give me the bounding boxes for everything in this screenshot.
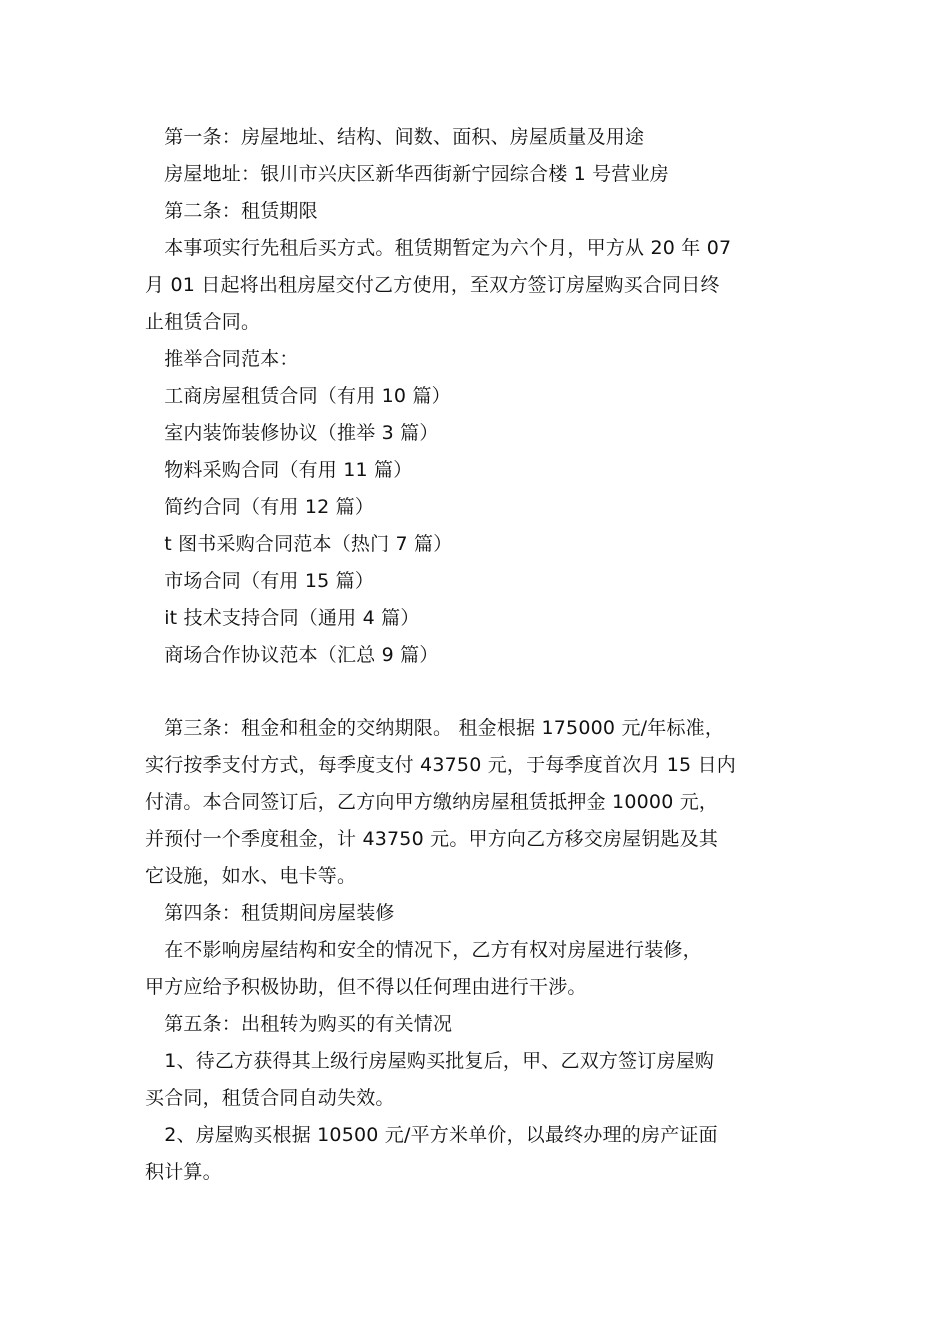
paragraph-line: 2、房屋购买根据 10500 元/平方米单价，以最终办理的房产证面 <box>145 1124 718 1146</box>
paragraph-line: 在不影响房屋结构和安全的情况下，乙方有权对房屋进行装修， <box>145 939 702 961</box>
recommended-item: 市场合同（有用 15 篇） <box>145 570 375 592</box>
paragraph-line: 1、待乙方获得其上级行房屋购买批复后，甲、乙双方签订房屋购 <box>145 1050 715 1072</box>
recommended-item: 物料采购合同（有用 11 篇） <box>145 459 413 481</box>
paragraph-line: 它设施，如水、电卡等。 <box>145 865 357 887</box>
recommended-item: t 图书采购合同范本（热门 7 篇） <box>145 533 453 555</box>
article-3-line: 第三条：租金和租金的交纳期限。 租金根据 175000 元/年标准， <box>145 717 725 739</box>
address-line: 房屋地址：银川市兴庆区新华西街新宁园综合楼 1 号营业房 <box>145 163 669 185</box>
recommended-item: 工商房屋租赁合同（有用 10 篇） <box>145 385 451 407</box>
paragraph-line: 买合同，租赁合同自动失效。 <box>145 1087 395 1109</box>
recommended-item: 简约合同（有用 12 篇） <box>145 496 375 518</box>
article-4-heading: 第四条：租赁期间房屋装修 <box>145 902 395 924</box>
paragraph-line: 实行按季支付方式，每季度支付 43750 元，于每季度首次月 15 日内 <box>145 754 736 776</box>
paragraph-line: 月 01 日起将出租房屋交付乙方使用，至双方签订房屋购买合同日终 <box>145 274 720 296</box>
paragraph-line: 本事项实行先租后买方式。租赁期暂定为六个月，甲方从 20 年 07 <box>145 237 732 259</box>
paragraph-line: 积计算。 <box>145 1161 222 1183</box>
article-5-heading: 第五条：出租转为购买的有关情况 <box>145 1013 453 1035</box>
recommended-item: 商场合作协议范本（汇总 9 篇） <box>145 644 439 666</box>
article-1-heading: 第一条：房屋地址、结构、间数、面积、房屋质量及用途 <box>145 126 645 148</box>
article-2-heading: 第二条：租赁期限 <box>145 200 318 222</box>
paragraph-line: 付清。本合同签订后，乙方向甲方缴纳房屋租赁抵押金 10000 元， <box>145 791 719 813</box>
paragraph-line: 止租赁合同。 <box>145 311 261 333</box>
paragraph-line: 并预付一个季度租金，计 43750 元。甲方向乙方移交房屋钥匙及其 <box>145 828 719 850</box>
recommended-heading: 推举合同范本： <box>145 348 299 370</box>
paragraph-line: 甲方应给予积极协助，但不得以任何理由进行干涉。 <box>145 976 587 998</box>
recommended-item: 室内装饰装修协议（推举 3 篇） <box>145 422 439 444</box>
recommended-item: it 技术支持合同（通用 4 篇） <box>145 607 420 629</box>
